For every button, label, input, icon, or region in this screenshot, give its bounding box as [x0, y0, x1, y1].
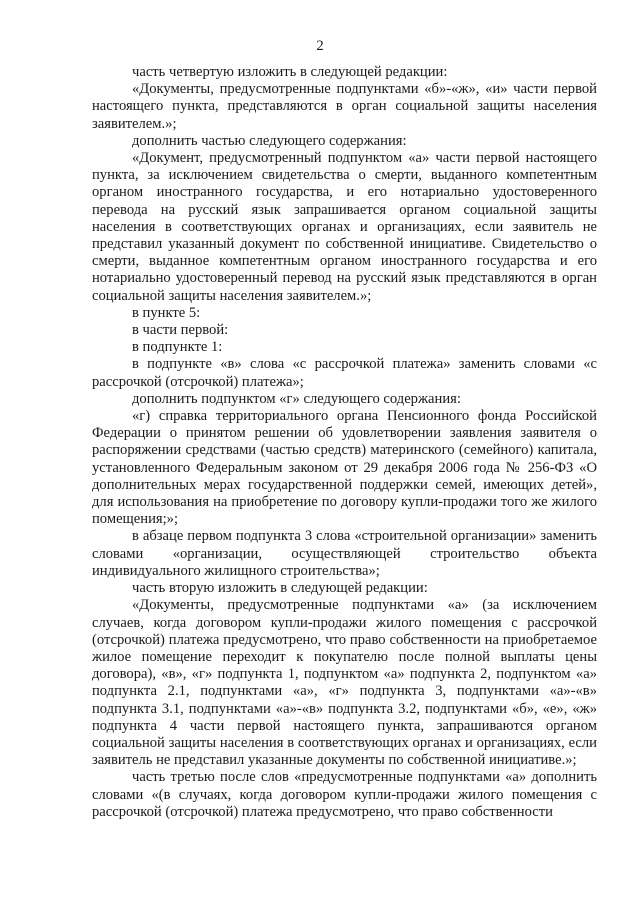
document-body [92, 64, 597, 821]
page-number: 2 [316, 38, 324, 54]
paragraph-10: «г) справка территориального органа Пенсионного фонда Российской Федерации о принятом решении об удовлетворении заявления заявителя о распоряжении средствами (частью средств) материнского (семейного) капитала, установленного Федеральным законом от 29 декабря 2006 года № 256-ФЗ «О дополнительных мерах государственной поддержки семей, имеющих детей», для использования на приобретение по договору купли-продажи того же жилого помещения;»; [92, 408, 597, 528]
paragraph-13: «Документы, предусмотренные подпунктами «а» (за исключением случаев, когда договором купли-продажи жилого помещения с рассрочкой (отсрочкой) платежа предусмотрено, что право собственности на приобретаемое жилое помещение переходит к покупателю после полной выплаты цены договора), «в», «г» подпункта 1, подпунктом «а» подпункта 2, подпунктом «а» подпункта 2.1, подпунктами «а», «г» подпункта 3, подпунктами «а»-«в» подпункта 3.1, подпунктами «а»-«в» подпункта 3.2, подпунктами «б», «е», «ж» подпункта 4 части первой настоящего пункта, запрашиваются органом социальной защиты населения в соответствующих органах и организациях, если заявитель не представил указанные документы по собственной инициативе.»; [92, 597, 597, 769]
paragraph-7: в подпункте 1: [132, 339, 223, 356]
paragraph-6: в части первой: [132, 322, 229, 339]
paragraph-14: часть третью после слов «предусмотренные подпунктами «а» дополнить словами «(в случаях, когда договором купли-продажи жилого помещения с рассрочкой (отсрочкой) платежа предусмотрено, что право собственности [92, 769, 597, 820]
paragraph-9: дополнить подпунктом «г» следующего содержания: [132, 390, 461, 407]
paragraph-4: «Документ, предусмотренный подпунктом «а» части первой настоящего пункта, за исключением свидетельства о смерти, выданного компетентным органом иностранного государства, и его нотариально удостоверенного перевода на русский язык запрашивается органом социальной защиты населения в соответствующих органах и организациях, если заявитель не представил указанный документ по собственной инициативе. Свидетельство о смерти, выданное компетентным органом иностранного государства и его нотариально удостоверенный перевод на русский язык представляются в орган социальной защиты населения заявителем.»; [92, 150, 597, 304]
paragraph-2: «Документы, предусмотренные подпунктами «б»-«ж», «и» части первой настоящего пункта, представляются в орган социальной защиты населения заявителем.»; [92, 81, 597, 132]
paragraph-11: в абзаце первом подпункта 3 слова «строительной организации» заменить словами «организации, осуществляющей строительство объекта индивидуального жилищного строительства»; [92, 528, 597, 579]
paragraph-3: дополнить частью следующего содержания: [132, 132, 407, 149]
paragraph-12: часть вторую изложить в следующей редакции: [132, 580, 428, 597]
paragraph-5: в пункте 5: [132, 304, 201, 321]
paragraph-1: часть четвертую изложить в следующей редакции: [132, 64, 448, 80]
paragraph-8: в подпункте «в» слова «с рассрочкой платежа» заменить словами «с рассрочкой (отсрочкой) платежа»; [92, 356, 597, 390]
